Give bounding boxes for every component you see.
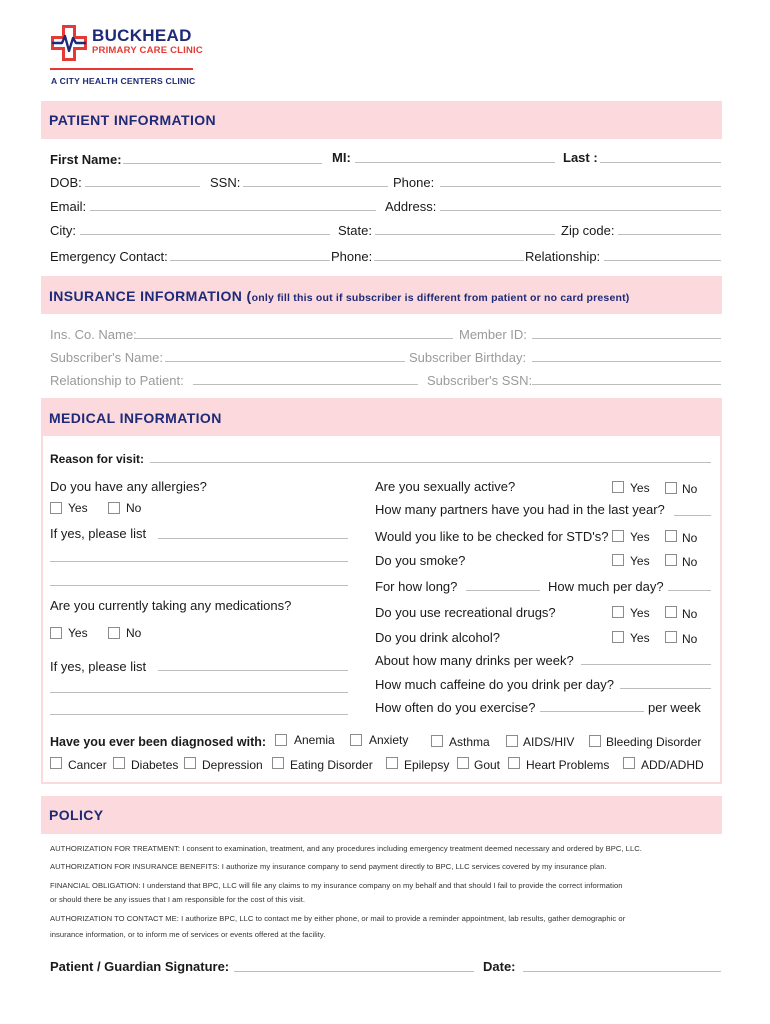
caffeine-question: How much caffeine do you drink per day?	[375, 677, 614, 692]
allergies-no-checkbox[interactable]	[108, 502, 120, 514]
allergies-question: Do you have any allergies?	[50, 479, 207, 494]
date-field[interactable]	[523, 971, 721, 972]
diabetes-checkbox[interactable]	[113, 757, 125, 769]
subscriber-birthday-label: Subscriber Birthday:	[409, 350, 527, 365]
exercise-field[interactable]	[540, 711, 644, 712]
alcohol-no-label: No	[682, 632, 698, 646]
medical-cross-icon	[50, 24, 88, 62]
caffeine-field[interactable]	[620, 688, 711, 689]
heart-problems-label: Heart Problems	[526, 758, 610, 772]
partners-question: How many partners have you had in the last year?	[375, 502, 665, 517]
anemia-label: Anemia	[294, 733, 335, 747]
phone-label: Phone:	[393, 175, 435, 190]
gout-label: Gout	[474, 758, 501, 772]
drugs-yes-checkbox[interactable]	[612, 606, 624, 618]
add-adhd-checkbox[interactable]	[623, 757, 635, 769]
anemia-checkbox[interactable]	[275, 734, 287, 746]
drugs-yes-label: Yes	[630, 606, 650, 620]
gout-checkbox[interactable]	[457, 757, 469, 769]
alcohol-no-checkbox[interactable]	[665, 631, 677, 643]
emergency-phone-field[interactable]	[374, 260, 524, 261]
ssn-field[interactable]	[243, 186, 388, 187]
diagnosed-question: Have you ever been diagnosed with:	[50, 735, 267, 749]
smoke-no-checkbox[interactable]	[665, 554, 677, 566]
state-label: State:	[338, 223, 372, 238]
eating-disorder-checkbox[interactable]	[272, 757, 284, 769]
medications-yes-label: Yes	[68, 626, 88, 640]
smoke-question: Do you smoke?	[375, 553, 466, 568]
medications-list-field-1[interactable]	[158, 670, 348, 671]
ins-co-name-label: Ins. Co. Name:	[50, 327, 137, 342]
first-name-label: First Name:	[50, 152, 122, 167]
state-field[interactable]	[375, 234, 555, 235]
smoke-no-label: No	[682, 555, 698, 569]
signature-field[interactable]	[234, 971, 474, 972]
last-name-label: Last :	[563, 150, 598, 165]
medications-yes-checkbox[interactable]	[50, 627, 62, 639]
emergency-contact-field[interactable]	[170, 260, 330, 261]
relationship-to-patient-label: Relationship to Patient:	[50, 373, 184, 388]
zip-field[interactable]	[618, 234, 721, 235]
drugs-no-checkbox[interactable]	[665, 606, 677, 618]
std-yes-checkbox[interactable]	[612, 530, 624, 542]
allergies-list-field-1[interactable]	[158, 538, 348, 539]
drugs-question: Do you use recreational drugs?	[375, 605, 556, 620]
medications-no-label: No	[126, 626, 142, 640]
subscriber-name-field[interactable]	[165, 361, 405, 362]
policy-section-header	[41, 796, 722, 834]
insurance-heading-text: INSURANCE INFORMATION (	[49, 288, 252, 304]
allergies-yes-label: Yes	[68, 501, 88, 515]
patient-section-title: PATIENT INFORMATION	[49, 112, 217, 128]
emergency-contact-label: Emergency Contact:	[50, 249, 168, 264]
drugs-no-label: No	[682, 607, 698, 621]
smoke-how-long-field[interactable]	[466, 590, 540, 591]
phone-field[interactable]	[440, 186, 721, 187]
allergies-list-field-2[interactable]	[50, 561, 348, 562]
emergency-phone-label: Phone:	[331, 249, 373, 264]
zip-label: Zip code:	[561, 223, 615, 238]
depression-checkbox[interactable]	[184, 757, 196, 769]
date-label: Date:	[483, 959, 516, 974]
sexually-active-question: Are you sexually active?	[375, 479, 516, 494]
relationship-to-patient-field[interactable]	[193, 384, 418, 385]
medications-list-field-3[interactable]	[50, 714, 348, 715]
policy-insurance-text: AUTHORIZATION FOR INSURANCE BENEFITS: I authorize my insurance company to send payment directly to BPC, LLC services covered by my insurance plan.	[50, 862, 607, 871]
ins-co-name-field[interactable]	[135, 338, 453, 339]
allergies-list-label: If yes, please list	[50, 526, 147, 541]
smoke-yes-checkbox[interactable]	[612, 554, 624, 566]
epilepsy-label: Epilepsy	[404, 758, 450, 772]
insurance-note: only fill this out if subscriber is different from patient or no card present)	[251, 292, 630, 304]
add-adhd-label: ADD/ADHD	[641, 758, 704, 772]
member-id-label: Member ID:	[459, 327, 527, 342]
signature-label: Patient / Guardian Signature:	[50, 959, 230, 974]
mi-field[interactable]	[355, 162, 555, 163]
mi-label: MI:	[332, 150, 351, 165]
allergies-no-label: No	[126, 501, 142, 515]
alcohol-yes-label: Yes	[630, 631, 650, 645]
clinic-name: BUCKHEAD	[92, 26, 192, 45]
insurance-section-title	[49, 288, 630, 304]
reason-for-visit-field[interactable]	[150, 462, 711, 463]
medical-section-title: MEDICAL INFORMATION	[49, 410, 222, 426]
drinks-per-week-field[interactable]	[581, 664, 711, 665]
dob-field[interactable]	[85, 186, 200, 187]
last-name-field[interactable]	[600, 162, 721, 163]
medications-question: Are you currently taking any medications?	[50, 598, 292, 613]
drinks-per-week-question: About how many drinks per week?	[375, 653, 574, 668]
dob-label: DOB:	[50, 175, 82, 190]
alcohol-question: Do you drink alcohol?	[375, 630, 501, 645]
cancer-label: Cancer	[68, 758, 107, 772]
medications-list-label: If yes, please list	[50, 659, 147, 674]
city-label: City:	[50, 223, 76, 238]
bleeding-disorder-label: Bleeding Disorder	[606, 735, 702, 749]
std-no-checkbox[interactable]	[665, 530, 677, 542]
policy-section-title: POLICY	[49, 807, 104, 823]
sexually-active-yes-checkbox[interactable]	[612, 481, 624, 493]
depression-label: Depression	[202, 758, 263, 772]
email-field[interactable]	[90, 210, 376, 211]
smoke-yes-label: Yes	[630, 554, 650, 568]
cancer-checkbox[interactable]	[50, 757, 62, 769]
sexually-active-yes-label: Yes	[630, 481, 650, 495]
allergies-list-field-3[interactable]	[50, 585, 348, 586]
clinic-subtitle: PRIMARY CARE CLINIC	[92, 45, 203, 56]
smoke-how-long-label: For how long?	[375, 579, 458, 594]
std-no-label: No	[682, 531, 698, 545]
smoke-how-much-label: How much per day?	[548, 579, 664, 594]
city-field[interactable]	[80, 234, 330, 235]
medications-no-checkbox[interactable]	[108, 627, 120, 639]
subscriber-birthday-field[interactable]	[532, 361, 721, 362]
anxiety-label: Anxiety	[369, 733, 409, 747]
subscriber-ssn-label: Subscriber's SSN:	[427, 373, 533, 388]
asthma-label: Asthma	[449, 735, 490, 749]
medications-list-field-2[interactable]	[50, 692, 348, 693]
subscriber-name-label: Subscriber's Name:	[50, 350, 164, 365]
subscriber-ssn-field[interactable]	[532, 384, 721, 385]
policy-contact-text-cont: insurance information, or to inform me of services or events offered at the facility.	[50, 930, 326, 939]
diabetes-label: Diabetes	[131, 758, 179, 772]
alcohol-yes-checkbox[interactable]	[612, 631, 624, 643]
ssn-label: SSN:	[210, 175, 241, 190]
policy-contact-text: AUTHORIZATION TO CONTACT ME: I authorize BPC, LLC to contact me by either phone, or mail to provide a reminder appointment, lab results, gather demographic or	[50, 914, 626, 923]
exercise-question: How often do you exercise?	[375, 700, 536, 715]
epilepsy-checkbox[interactable]	[386, 757, 398, 769]
allergies-yes-checkbox[interactable]	[50, 502, 62, 514]
policy-financial-text: FINANCIAL OBLIGATION: I understand that BPC, LLC will file any claims to my insurance company on my behalf and that should I fail to provide the correct information	[50, 881, 623, 890]
logo-divider	[50, 68, 193, 70]
address-label: Address:	[385, 199, 437, 214]
clinic-tagline: A CITY HEALTH CENTERS CLINIC	[51, 76, 196, 86]
relationship-field[interactable]	[604, 260, 721, 261]
std-yes-label: Yes	[630, 530, 650, 544]
partners-field[interactable]	[674, 515, 711, 516]
anxiety-checkbox[interactable]	[350, 734, 362, 746]
policy-financial-text-cont: or should there be any issues that I am responsible for the cost of this visit.	[50, 895, 306, 904]
policy-treatment-text: AUTHORIZATION FOR TREATMENT: I consent to examination, treatment, and any procedures including emergency treatment deemed necessary and ordered by BPC, LLC.	[50, 844, 642, 853]
heart-problems-checkbox[interactable]	[508, 757, 520, 769]
bleeding-disorder-checkbox[interactable]	[589, 735, 601, 747]
aids-hiv-label: AIDS/HIV	[523, 735, 575, 749]
eating-disorder-label: Eating Disorder	[290, 758, 373, 772]
std-question: Would you like to be checked for STD's?	[375, 529, 609, 544]
reason-for-visit-label: Reason for visit:	[50, 452, 145, 466]
sexually-active-no-label: No	[682, 482, 698, 496]
asthma-checkbox[interactable]	[431, 735, 443, 747]
email-label: Email:	[50, 199, 87, 214]
relationship-label: Relationship:	[525, 249, 601, 264]
smoke-how-much-field[interactable]	[668, 590, 711, 591]
per-week-label: per week	[648, 700, 701, 715]
sexually-active-no-checkbox[interactable]	[665, 482, 677, 494]
aids-hiv-checkbox[interactable]	[506, 735, 518, 747]
address-field[interactable]	[440, 210, 721, 211]
first-name-field[interactable]	[123, 163, 322, 164]
member-id-field[interactable]	[532, 338, 721, 339]
